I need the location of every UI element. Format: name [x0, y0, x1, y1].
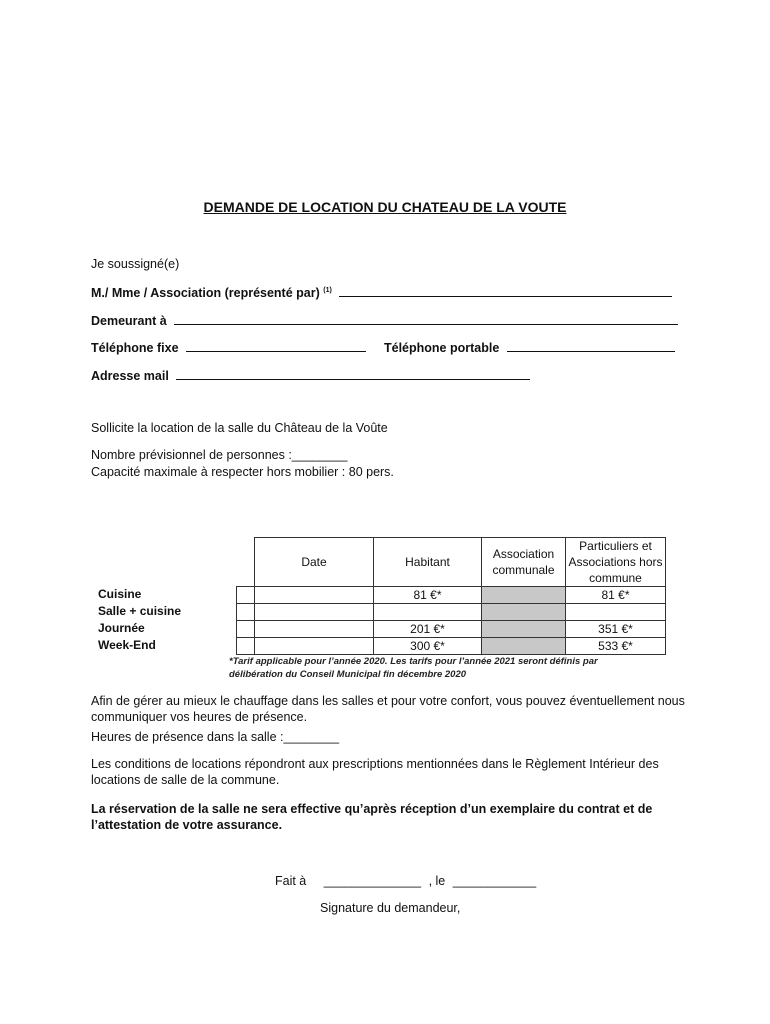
fait-a-row	[275, 874, 536, 888]
particuliers-cell: 81 €*	[566, 587, 666, 604]
hours-field: Heures de présence dans la salle :________	[91, 730, 340, 744]
phone-mobile-label: Téléphone portable	[384, 341, 500, 355]
association-cell	[482, 604, 566, 621]
header-particuliers: Particuliers et Associations hors commune	[566, 538, 666, 587]
header-habitant: Habitant	[374, 538, 482, 587]
email-field-label: Adresse mail	[91, 369, 169, 383]
association-cell	[482, 638, 566, 655]
tariff-note-line1: *Tarif applicable pour l’année 2020. Les tarifs pour l’année 2021 seront définis par	[229, 656, 598, 667]
row-label-weekend: Week-End	[98, 638, 156, 652]
association-cell	[482, 621, 566, 638]
row-label-salle-cuisine: Salle + cuisine	[98, 604, 182, 618]
particuliers-cell: 533 €*	[566, 638, 666, 655]
table-row	[237, 621, 666, 638]
document-title: DEMANDE DE LOCATION DU CHATEAU DE LA VOUTE	[203, 199, 567, 215]
conditions-paragraph: Les conditions de locations répondront aux prescriptions mentionnées dans le Règlement Intérieur des locations de salle de la commune.	[91, 757, 659, 787]
row-check-cell[interactable]	[237, 621, 255, 638]
particuliers-cell	[566, 604, 666, 621]
reservation-paragraph: La réservation de la salle ne sera effective qu’après réception d’un exemplaire du contrat et de l’attestation de votre assurance.	[91, 802, 653, 832]
row-label-cuisine: Cuisine	[98, 587, 142, 601]
signature-label: Signature du demandeur,	[320, 901, 461, 915]
habitant-cell: 201 €*	[374, 621, 482, 638]
date-cell[interactable]	[255, 621, 374, 638]
persons-field: Nombre prévisionnel de personnes :________	[91, 448, 348, 462]
address-field-label: Demeurant à	[91, 314, 167, 328]
table-header-spacer	[237, 538, 255, 587]
rates-table	[236, 537, 666, 655]
table-row	[237, 604, 666, 621]
date-cell[interactable]	[255, 587, 374, 604]
phone-fixed-label: Téléphone fixe	[91, 341, 179, 355]
phone-fixed-row	[91, 340, 366, 355]
tariff-note-line2: délibération du Conseil Municipal fin décembre 2020	[229, 669, 467, 680]
header-date: Date	[255, 538, 374, 587]
date-blank[interactable]: ____________	[452, 874, 537, 888]
footnote-marker: (1)	[323, 287, 332, 294]
habitant-cell: 300 €*	[374, 638, 482, 655]
row-check-cell[interactable]	[237, 604, 255, 621]
row-check-cell[interactable]	[237, 638, 255, 655]
row-check-cell[interactable]	[237, 587, 255, 604]
name-field-line[interactable]	[339, 285, 672, 297]
row-label-journee: Journée	[98, 621, 145, 635]
particuliers-cell: 351 €*	[566, 621, 666, 638]
address-field-line[interactable]	[174, 313, 678, 325]
name-field-label: M./ Mme / Association (représenté par)	[91, 286, 320, 300]
capacity-text: Capacité maximale à respecter hors mobilier : 80 pers.	[91, 465, 394, 479]
address-field-row	[91, 313, 678, 328]
phone-mobile-row	[384, 340, 675, 355]
email-field-line[interactable]	[176, 368, 530, 380]
header-association: Association communale	[482, 538, 566, 587]
table-row	[237, 587, 666, 604]
table-row	[237, 638, 666, 655]
habitant-cell	[374, 604, 482, 621]
association-cell	[482, 587, 566, 604]
phone-mobile-line[interactable]	[507, 340, 675, 352]
fait-a-label: Fait à	[275, 874, 307, 888]
phone-fixed-line[interactable]	[186, 340, 366, 352]
date-cell[interactable]	[255, 638, 374, 655]
le-label: , le	[428, 874, 446, 888]
request-text: Sollicite la location de la salle du Château de la Voûte	[91, 421, 388, 435]
fait-a-blank[interactable]: ______________	[323, 874, 422, 888]
intro-text: Je soussigné(e)	[91, 257, 180, 271]
heating-paragraph: Afin de gérer au mieux le chauffage dans les salles et pour votre confort, vous pouvez éventuellement nous communiquer vos heures de présence.	[91, 694, 685, 724]
email-field-row	[91, 368, 530, 383]
habitant-cell: 81 €*	[374, 587, 482, 604]
name-field-row	[91, 285, 672, 300]
date-cell[interactable]	[255, 604, 374, 621]
table-header-row	[237, 538, 666, 587]
